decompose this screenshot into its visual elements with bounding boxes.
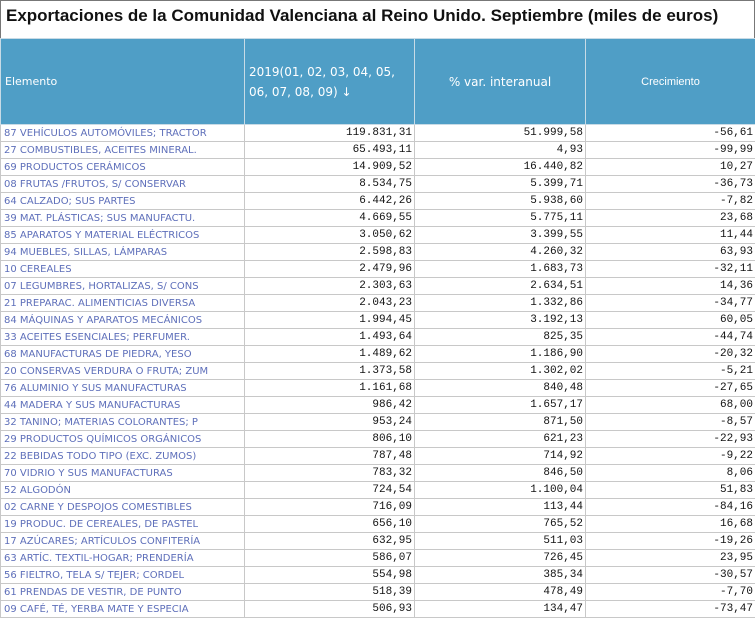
- row-var-interanual: 385,34: [415, 567, 586, 584]
- row-name-link[interactable]: 32 TANINO; MATERIAS COLORANTES; P: [1, 414, 245, 431]
- table-row: [1, 125, 755, 142]
- row-value: 783,32: [245, 465, 415, 482]
- row-var-interanual: 621,23: [415, 431, 586, 448]
- row-crecimiento: -73,47: [586, 601, 755, 618]
- row-name-link[interactable]: 52 ALGODÓN: [1, 482, 245, 499]
- column-header-var-interanual[interactable]: % var. interanual: [415, 39, 586, 125]
- table-row: [1, 516, 755, 533]
- row-crecimiento: -5,21: [586, 363, 755, 380]
- table-row: [1, 414, 755, 431]
- row-var-interanual: 840,48: [415, 380, 586, 397]
- row-value: 6.442,26: [245, 193, 415, 210]
- row-crecimiento: -30,57: [586, 567, 755, 584]
- row-value: 119.831,31: [245, 125, 415, 142]
- row-crecimiento: -22,93: [586, 431, 755, 448]
- row-name-link[interactable]: 08 FRUTAS /FRUTOS, S/ CONSERVAR: [1, 176, 245, 193]
- row-var-interanual: 4,93: [415, 142, 586, 159]
- row-name-link[interactable]: 39 MAT. PLÁSTICAS; SUS MANUFACTU.: [1, 210, 245, 227]
- row-var-interanual: 825,35: [415, 329, 586, 346]
- row-var-interanual: 4.260,32: [415, 244, 586, 261]
- row-crecimiento: -36,73: [586, 176, 755, 193]
- row-value: 806,10: [245, 431, 415, 448]
- table-row: [1, 261, 755, 278]
- row-crecimiento: -34,77: [586, 295, 755, 312]
- table-row: [1, 227, 755, 244]
- row-value: 4.669,55: [245, 210, 415, 227]
- row-name-link[interactable]: 19 PRODUC. DE CEREALES, DE PASTEL: [1, 516, 245, 533]
- row-var-interanual: 5.775,11: [415, 210, 586, 227]
- row-crecimiento: 23,68: [586, 210, 755, 227]
- table-row: [1, 363, 755, 380]
- row-name-link[interactable]: 94 MUEBLES, SILLAS, LÁMPARAS: [1, 244, 245, 261]
- row-var-interanual: 3.192,13: [415, 312, 586, 329]
- row-name-link[interactable]: 44 MADERA Y SUS MANUFACTURAS: [1, 397, 245, 414]
- row-crecimiento: 8,06: [586, 465, 755, 482]
- row-var-interanual: 1.302,02: [415, 363, 586, 380]
- table-row: [1, 448, 755, 465]
- row-crecimiento: 51,83: [586, 482, 755, 499]
- row-name-link[interactable]: 02 CARNE Y DESPOJOS COMESTIBLES: [1, 499, 245, 516]
- row-var-interanual: 16.440,82: [415, 159, 586, 176]
- row-var-interanual: 5.938,60: [415, 193, 586, 210]
- row-value: 2.043,23: [245, 295, 415, 312]
- row-name-link[interactable]: 22 BEBIDAS TODO TIPO (EXC. ZUMOS): [1, 448, 245, 465]
- row-crecimiento: 11,44: [586, 227, 755, 244]
- row-var-interanual: 3.399,55: [415, 227, 586, 244]
- row-var-interanual: 2.634,51: [415, 278, 586, 295]
- row-crecimiento: 60,05: [586, 312, 755, 329]
- table-row: [1, 193, 755, 210]
- row-var-interanual: 1.100,04: [415, 482, 586, 499]
- row-var-interanual: 846,50: [415, 465, 586, 482]
- column-header-2019[interactable]: 2019(01, 02, 03, 04, 05, 06, 07, 08, 09) ↓: [245, 39, 415, 125]
- table-row: [1, 584, 755, 601]
- table-row: [1, 465, 755, 482]
- table-row: [1, 346, 755, 363]
- row-value: 2.479,96: [245, 261, 415, 278]
- row-name-link[interactable]: 85 APARATOS Y MATERIAL ELÉCTRICOS: [1, 227, 245, 244]
- row-var-interanual: 1.186,90: [415, 346, 586, 363]
- row-crecimiento: 23,95: [586, 550, 755, 567]
- row-value: 586,07: [245, 550, 415, 567]
- row-crecimiento: -7,82: [586, 193, 755, 210]
- row-name-link[interactable]: 56 FIELTRO, TELA S/ TEJER; CORDEL: [1, 567, 245, 584]
- row-name-link[interactable]: 21 PREPARAC. ALIMENTICIAS DIVERSA: [1, 295, 245, 312]
- table-row: [1, 176, 755, 193]
- page-title: Exportaciones de la Comunidad Valenciana al Reino Unido. Septiembre (miles de euros): [0, 0, 755, 38]
- row-value: 1.994,45: [245, 312, 415, 329]
- row-crecimiento: -99,99: [586, 142, 755, 159]
- row-name-link[interactable]: 61 PRENDAS DE VESTIR, DE PUNTO: [1, 584, 245, 601]
- row-var-interanual: 765,52: [415, 516, 586, 533]
- table-row: [1, 550, 755, 567]
- row-name-link[interactable]: 84 MÁQUINAS Y APARATOS MECÁNICOS: [1, 312, 245, 329]
- row-crecimiento: -9,22: [586, 448, 755, 465]
- row-var-interanual: 113,44: [415, 499, 586, 516]
- row-var-interanual: 134,47: [415, 601, 586, 618]
- row-crecimiento: -20,32: [586, 346, 755, 363]
- table-row: [1, 312, 755, 329]
- row-value: 656,10: [245, 516, 415, 533]
- row-crecimiento: 16,68: [586, 516, 755, 533]
- table-row: [1, 397, 755, 414]
- row-value: 1.161,68: [245, 380, 415, 397]
- column-header-elemento[interactable]: Elemento: [1, 39, 245, 125]
- column-header-crecimiento[interactable]: Crecimiento: [586, 39, 755, 125]
- row-name-link[interactable]: 68 MANUFACTURAS DE PIEDRA, YESO: [1, 346, 245, 363]
- row-var-interanual: 1.332,86: [415, 295, 586, 312]
- table-row: [1, 431, 755, 448]
- row-value: 1.373,58: [245, 363, 415, 380]
- row-name-link[interactable]: 10 CEREALES: [1, 261, 245, 278]
- row-crecimiento: -19,26: [586, 533, 755, 550]
- row-crecimiento: 68,00: [586, 397, 755, 414]
- row-value: 632,95: [245, 533, 415, 550]
- table-row: [1, 380, 755, 397]
- row-var-interanual: 871,50: [415, 414, 586, 431]
- row-name-link[interactable]: 20 CONSERVAS VERDURA O FRUTA; ZUM: [1, 363, 245, 380]
- row-name-link[interactable]: 29 PRODUCTOS QUÍMICOS ORGÁNICOS: [1, 431, 245, 448]
- row-name-link[interactable]: 87 VEHÍCULOS AUTOMÓVILES; TRACTOR: [1, 125, 245, 142]
- row-value: 1.493,64: [245, 329, 415, 346]
- row-crecimiento: -7,70: [586, 584, 755, 601]
- row-crecimiento: 14,36: [586, 278, 755, 295]
- row-crecimiento: -32,11: [586, 261, 755, 278]
- row-name-link[interactable]: 70 VIDRIO Y SUS MANUFACTURAS: [1, 465, 245, 482]
- table-row: [1, 499, 755, 516]
- row-name-link[interactable]: 63 ARTÍC. TEXTIL-HOGAR; PRENDERÍA: [1, 550, 245, 567]
- row-name-link[interactable]: 17 AZÚCARES; ARTÍCULOS CONFITERÍA: [1, 533, 245, 550]
- row-value: 506,93: [245, 601, 415, 618]
- row-var-interanual: 1.683,73: [415, 261, 586, 278]
- row-crecimiento: -84,16: [586, 499, 755, 516]
- row-crecimiento: -56,61: [586, 125, 755, 142]
- row-value: 724,54: [245, 482, 415, 499]
- row-var-interanual: 478,49: [415, 584, 586, 601]
- row-name-link[interactable]: 07 LEGUMBRES, HORTALIZAS, S/ CONS: [1, 278, 245, 295]
- row-name-link[interactable]: 27 COMBUSTIBLES, ACEITES MINERAL.: [1, 142, 245, 159]
- row-value: 554,98: [245, 567, 415, 584]
- table-row: [1, 567, 755, 584]
- row-value: 65.493,11: [245, 142, 415, 159]
- row-name-link[interactable]: 09 CAFÉ, TÉ, YERBA MATE Y ESPECIA: [1, 601, 245, 618]
- row-value: 986,42: [245, 397, 415, 414]
- row-value: 8.534,75: [245, 176, 415, 193]
- table-row: [1, 278, 755, 295]
- row-name-link[interactable]: 33 ACEITES ESENCIALES; PERFUMER.: [1, 329, 245, 346]
- row-var-interanual: 726,45: [415, 550, 586, 567]
- row-name-link[interactable]: 69 PRODUCTOS CERÁMICOS: [1, 159, 245, 176]
- row-var-interanual: 1.657,17: [415, 397, 586, 414]
- row-crecimiento: -27,65: [586, 380, 755, 397]
- row-value: 953,24: [245, 414, 415, 431]
- row-name-link[interactable]: 64 CALZADO; SUS PARTES: [1, 193, 245, 210]
- row-crecimiento: 63,93: [586, 244, 755, 261]
- row-var-interanual: 5.399,71: [415, 176, 586, 193]
- row-value: 1.489,62: [245, 346, 415, 363]
- row-value: 716,09: [245, 499, 415, 516]
- table-row: [1, 159, 755, 176]
- row-value: 787,48: [245, 448, 415, 465]
- row-name-link[interactable]: 76 ALUMINIO Y SUS MANUFACTURAS: [1, 380, 245, 397]
- row-value: 518,39: [245, 584, 415, 601]
- row-value: 2.303,63: [245, 278, 415, 295]
- row-var-interanual: 51.999,58: [415, 125, 586, 142]
- table-row: [1, 601, 755, 618]
- table-row: [1, 142, 755, 159]
- row-value: 2.598,83: [245, 244, 415, 261]
- row-value: 14.909,52: [245, 159, 415, 176]
- row-var-interanual: 714,92: [415, 448, 586, 465]
- table-row: [1, 329, 755, 346]
- row-crecimiento: -44,74: [586, 329, 755, 346]
- table-row: [1, 482, 755, 499]
- row-var-interanual: 511,03: [415, 533, 586, 550]
- row-value: 3.050,62: [245, 227, 415, 244]
- table-row: [1, 244, 755, 261]
- row-crecimiento: -8,57: [586, 414, 755, 431]
- table-header-row: [1, 39, 755, 125]
- exports-table: [0, 38, 755, 618]
- table-row: [1, 210, 755, 227]
- table-row: [1, 533, 755, 550]
- row-crecimiento: 10,27: [586, 159, 755, 176]
- table-row: [1, 295, 755, 312]
